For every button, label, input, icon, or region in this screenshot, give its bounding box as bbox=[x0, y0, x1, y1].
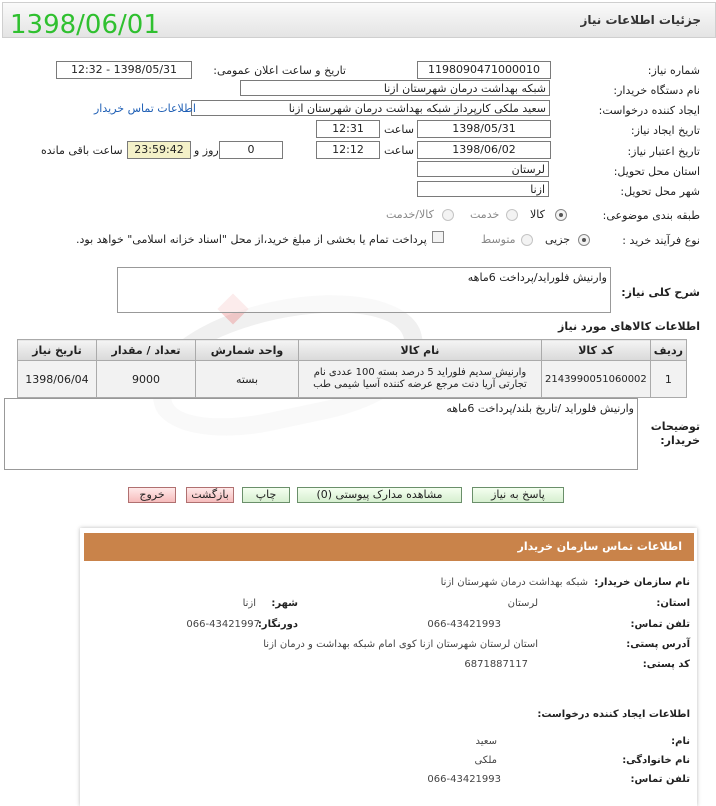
name-value: سعید bbox=[475, 736, 497, 747]
cell-date: 1398/06/04 bbox=[18, 361, 97, 398]
valid-date-field: 1398/06/02 bbox=[417, 141, 551, 159]
city-field: ازنا bbox=[417, 181, 549, 197]
fax-value: 066-43421997 bbox=[186, 619, 260, 630]
print-button[interactable]: چاپ bbox=[242, 487, 290, 503]
table-row bbox=[18, 361, 687, 398]
need-number-label: شماره نیاز: bbox=[647, 64, 700, 77]
valid-time-field: 12:12 bbox=[316, 141, 380, 159]
date-stamp: 1398/06/01 bbox=[10, 10, 160, 40]
process-medium-label: متوسط bbox=[481, 233, 516, 246]
remaining-label: ساعت باقی مانده bbox=[41, 144, 123, 157]
days-field: 0 bbox=[219, 141, 283, 159]
exit-button[interactable]: خروج bbox=[128, 487, 176, 503]
cell-code: 2143990051060002 bbox=[541, 361, 650, 398]
items-table bbox=[17, 339, 687, 398]
valid-date-label: تاریخ اعتبار نیاز: bbox=[627, 145, 700, 158]
category-service-label: خدمت bbox=[470, 208, 500, 221]
buyer-contact-link[interactable]: اطلاعات تماس خریدار bbox=[94, 102, 196, 115]
category-both-label: کالا/خدمت bbox=[386, 208, 434, 221]
category-both-radio[interactable] bbox=[442, 209, 454, 221]
category-label: طبقه بندی موضوعی: bbox=[602, 209, 700, 222]
cell-row: 1 bbox=[650, 361, 686, 398]
buyer-notes-label: توضیحات خریدار: bbox=[650, 420, 700, 447]
process-label: نوع فرآیند خرید : bbox=[622, 234, 700, 247]
phone-label: تلفن تماس: bbox=[630, 619, 690, 630]
creator-label: ایجاد کننده درخواست: bbox=[598, 104, 700, 117]
payment-note: پرداخت تمام یا بخشی از مبلغ خرید،از محل "اسناد خزانه اسلامی" خواهد بود. bbox=[76, 233, 427, 246]
contact-province-value: لرستان bbox=[507, 598, 538, 609]
process-medium-radio[interactable] bbox=[521, 234, 533, 246]
create-date-field: 1398/05/31 bbox=[417, 120, 551, 138]
cell-unit: بسته bbox=[195, 361, 298, 398]
need-number-field: 1198090471000010 bbox=[417, 61, 551, 79]
days-label: روز و bbox=[194, 144, 219, 157]
summary-label: شرح کلی نیاز: bbox=[621, 286, 700, 299]
category-goods-radio[interactable] bbox=[555, 209, 567, 221]
remaining-time-field: 23:59:42 bbox=[127, 141, 191, 159]
buyer-field: شبکه بهداشت درمان شهرستان ازنا bbox=[240, 80, 550, 96]
cell-name: وارنیش سدیم فلوراید 5 درصد بسته 100 عددی نام تجارتی آریا دنت مرجع عرضه کننده آسیا شیمی طب bbox=[298, 361, 541, 398]
create-date-label: تاریخ ایجاد نیاز: bbox=[630, 124, 700, 137]
contact-card-header bbox=[84, 533, 694, 561]
creator-info-title: اطلاعات ایجاد کننده درخواست: bbox=[537, 709, 690, 720]
create-time-field: 12:31 bbox=[316, 120, 380, 138]
process-partial-label: جزیی bbox=[545, 233, 571, 246]
phone-value: 066-43421993 bbox=[427, 619, 501, 630]
col-qty: تعداد / مقدار bbox=[96, 340, 195, 361]
org-label: نام سازمان خریدار: bbox=[594, 577, 690, 588]
create-time-label: ساعت bbox=[384, 123, 414, 136]
province-field: لرستان bbox=[417, 161, 549, 177]
address-label: آدرس پستی: bbox=[626, 639, 690, 650]
back-button[interactable]: بازگشت bbox=[186, 487, 234, 503]
col-code: کد کالا bbox=[541, 340, 650, 361]
col-row: ردیف bbox=[650, 340, 686, 361]
summary-box bbox=[117, 267, 611, 313]
family-value: ملکی bbox=[474, 755, 497, 766]
category-service-radio[interactable] bbox=[506, 209, 518, 221]
contact-province-label: استان: bbox=[656, 598, 690, 609]
category-goods-label: کالا bbox=[530, 208, 545, 221]
province-label: استان محل تحویل: bbox=[613, 165, 700, 178]
announce-label: تاریخ و ساعت اعلان عمومی: bbox=[213, 64, 346, 77]
contact-card-title: اطلاعات تماس سازمان خریدار bbox=[517, 540, 682, 553]
name-label: نام: bbox=[671, 736, 690, 747]
process-partial-radio[interactable] bbox=[578, 234, 590, 246]
buyer-notes-box bbox=[4, 398, 638, 470]
buyer-label: نام دستگاه خریدار: bbox=[613, 84, 700, 97]
address-value: استان لرستان شهرستان ازنا کوی امام شبکه بهداشت و درمان ازنا bbox=[263, 639, 538, 650]
contact-city-value: ازنا bbox=[242, 598, 256, 609]
reply-button[interactable]: پاسخ به نیاز bbox=[472, 487, 564, 503]
cell-qty: 9000 bbox=[96, 361, 195, 398]
contact-card bbox=[80, 528, 697, 806]
items-header-row bbox=[18, 340, 687, 361]
creator-field: سعید ملکی کارپرداز شبکه بهداشت درمان شهرستان ازنا bbox=[191, 100, 550, 116]
creator-phone-label: تلفن تماس: bbox=[630, 774, 690, 785]
col-name: نام کالا bbox=[298, 340, 541, 361]
items-title: اطلاعات کالاهای مورد نیاز bbox=[558, 320, 700, 333]
col-unit: واحد شمارش bbox=[195, 340, 298, 361]
city-label: شهر محل تحویل: bbox=[620, 185, 700, 198]
page-title: جزئیات اطلاعات نیاز bbox=[580, 13, 701, 27]
buyer-notes-text: وارنیش فلوراید /تاریخ بلند/پرداخت 6ماهه bbox=[446, 402, 634, 415]
fax-label: دورنگار: bbox=[257, 619, 298, 630]
creator-phone-value: 066-43421993 bbox=[427, 774, 501, 785]
org-value: شبکه بهداشت درمان شهرستان ازنا bbox=[440, 577, 588, 588]
postal-label: کد پستی: bbox=[642, 659, 690, 670]
valid-time-label: ساعت bbox=[384, 144, 414, 157]
postal-value: 6871887117 bbox=[464, 659, 528, 670]
announce-field: 1398/05/31 - 12:32 bbox=[56, 61, 192, 79]
view-documents-button[interactable]: مشاهده مدارک پیوستی (0) bbox=[297, 487, 462, 503]
family-label: نام خانوادگی: bbox=[622, 755, 690, 766]
payment-checkbox[interactable] bbox=[432, 231, 444, 243]
summary-text: وارنیش فلوراید/پرداخت 6ماهه bbox=[467, 271, 607, 284]
col-date: تاریخ نیاز bbox=[18, 340, 97, 361]
contact-city-label: شهر: bbox=[271, 598, 298, 609]
